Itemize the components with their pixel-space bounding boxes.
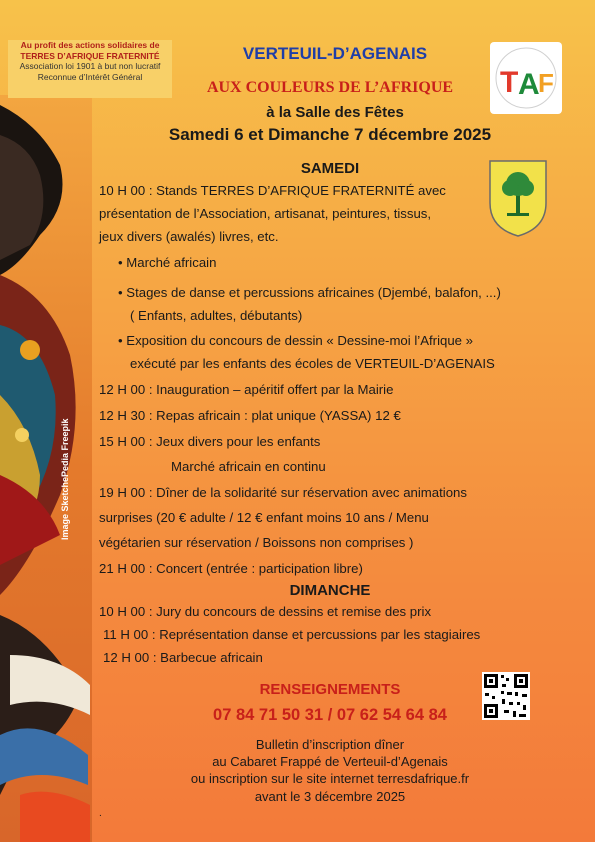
org-line-1: Au profit des actions solidaires de [20, 40, 160, 50]
samedi-line-9: 12 H 00 : Inauguration – apéritif offert par la Mairie [99, 382, 394, 397]
contact-info-2: au Cabaret Frappé de Verteuil-d’Agenais [212, 754, 448, 769]
dimanche-line-3: 12 H 00 : Barbecue africain [103, 650, 263, 665]
samedi-line-7: • Exposition du concours de dessin « Dessine-moi l’Afrique » [118, 333, 474, 348]
event-dates: Samedi 6 et Dimanche 7 décembre 2025 [168, 125, 492, 144]
org-line-4: Reconnue d’Intérêt Général [37, 71, 143, 82]
svg-text:T: T [500, 66, 519, 99]
svg-text:F: F [538, 68, 554, 98]
samedi-line-16: 21 H 00 : Concert (entrée : participation libre) [99, 561, 363, 576]
samedi-heading: SAMEDI [300, 160, 360, 177]
dimanche-line-2: 11 H 00 : Représentation danse et percussions par les stagiaires [103, 627, 481, 642]
african-woman-artwork [0, 95, 92, 842]
venue: à la Salle des Fêtes [266, 104, 404, 121]
town-name: VERTEUIL-D’AGENAIS [242, 44, 428, 63]
contact-info-3[interactable]: ou inscription sur le site internet terresdafrique.fr [190, 771, 470, 786]
image-credit: Image SketchePedia Freepik [60, 418, 70, 540]
town-shield-icon [487, 158, 549, 238]
qr-code-icon [482, 672, 530, 720]
contact-info-4: avant le 3 décembre 2025 [254, 789, 406, 804]
svg-text:A: A [518, 68, 540, 101]
samedi-line-1: 10 H 00 : Stands TERRES D’AFRIQUE FRATERNITÉ avec [99, 183, 446, 198]
org-info-box [8, 40, 172, 98]
samedi-line-15: végétarien sur réservation / Boissons non comprises ) [99, 535, 414, 550]
org-line-3: Association loi 1901 à but non lucratif [19, 61, 161, 71]
dimanche-heading: DIMANCHE [289, 582, 371, 599]
org-name: TERRES D’AFRIQUE FRATERNITÉ [20, 50, 160, 61]
dimanche-line-1: 10 H 00 : Jury du concours de dessins et remise des prix [99, 604, 432, 619]
event-title: AUX COULEURS DE L’AFRIQUE [206, 79, 454, 96]
samedi-line-5: • Stages de danse et percussions africaines (Djembé, balafon, ...) [118, 285, 501, 300]
samedi-line-3: jeux divers (awalés) livres, etc. [99, 229, 279, 244]
contact-info-1: Bulletin d’inscription dîner [255, 737, 405, 752]
samedi-line-11: 15 H 00 : Jeux divers pour les enfants [99, 434, 321, 449]
contact-phones[interactable]: 07 84 71 50 31 / 07 62 54 64 84 [213, 706, 447, 724]
samedi-line-13: 19 H 00 : Dîner de la solidarité sur réservation avec animations [99, 485, 467, 500]
taf-logo-icon [490, 42, 562, 114]
samedi-line-12: Marché africain en continu [171, 459, 326, 474]
samedi-line-14: surprises (20 € adulte / 12 € enfant moins 10 ans / Menu [99, 510, 429, 525]
samedi-line-6: ( Enfants, adultes, débutants) [130, 308, 303, 323]
samedi-line-4: • Marché africain [118, 255, 217, 270]
footer-dot: . [99, 808, 102, 819]
samedi-line-10: 12 H 30 : Repas africain : plat unique (YASSA) 12 € [99, 408, 401, 423]
samedi-line-2: présentation de l’Association, artisanat, peintures, tissus, [99, 206, 432, 221]
contact-heading: RENSEIGNEMENTS [259, 681, 401, 698]
samedi-line-8: exécuté par les enfants des écoles de VERTEUIL-D’AGENAIS [130, 356, 495, 371]
